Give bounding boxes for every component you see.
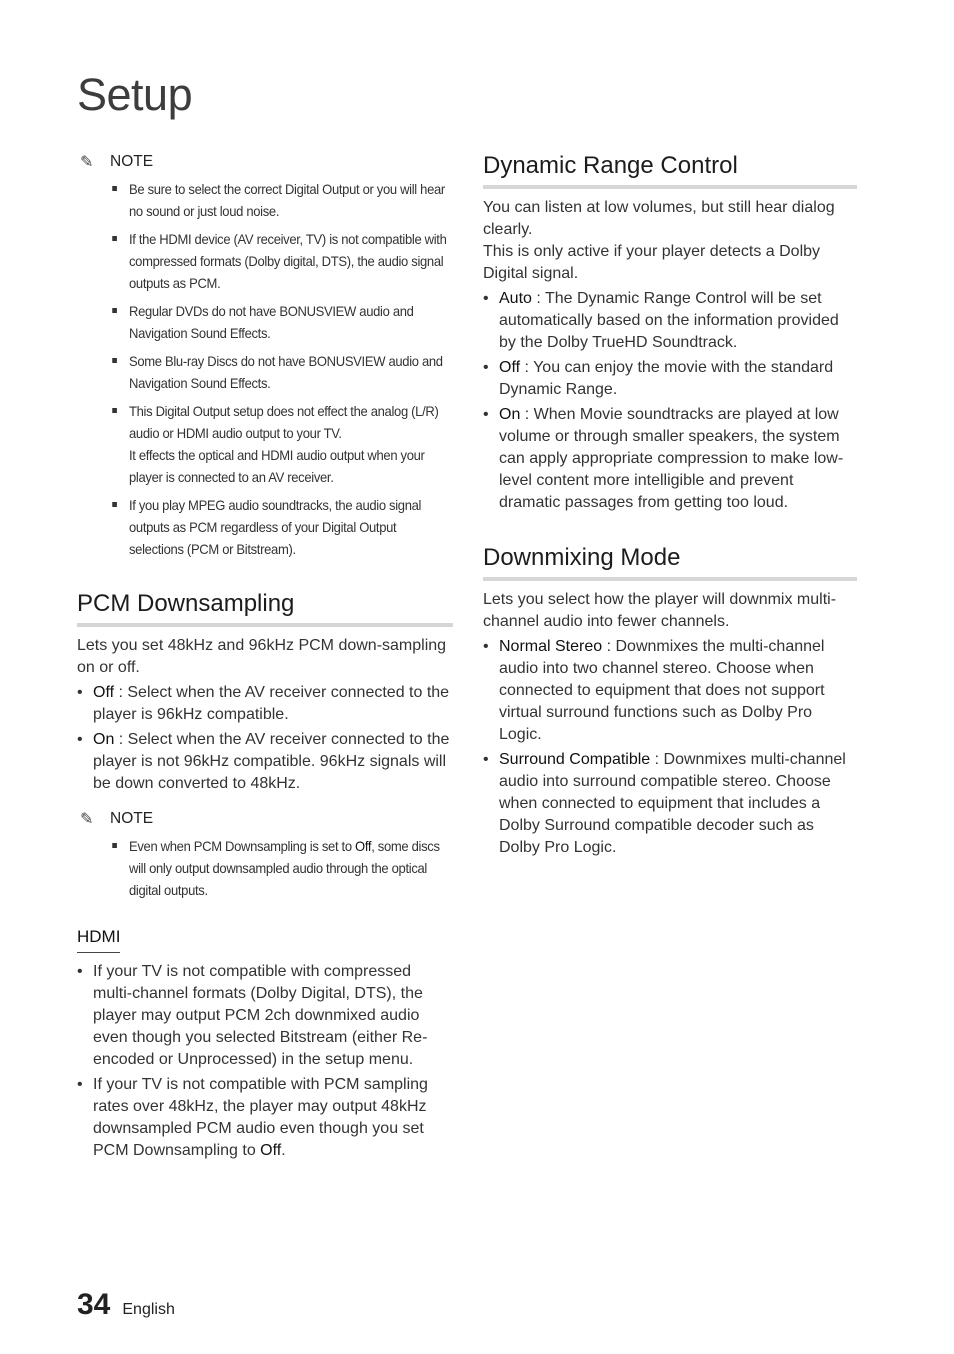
list-item: • Surround Compatible : Downmixes multi-channel audio into surround compatible stereo. Choose when connected to equipment that includes a Dolby Surround compatible decoder such as Dolby Pro Logic. — [483, 751, 846, 856]
square-bullet — [112, 308, 117, 313]
drc-intro: You can listen at low volumes, but still hear dialog clearly. This is only active if your player detects a Dolby Digital signal. — [483, 199, 835, 282]
note-item: If you play MPEG audio soundtracks, the audio signal outputs as PCM regardless of your Digital Output selections (PCM or Bitstream). — [129, 494, 450, 560]
downmix-options — [483, 636, 857, 859]
bullet-dot: • — [77, 731, 83, 748]
square-bullet — [112, 186, 117, 191]
note-item: If the HDMI device (AV receiver, TV) is not compatible with compressed formats (Dolby digital, DTS), the audio signal outputs as PCM. — [129, 228, 450, 294]
pencil-note-icon: ✎ — [80, 154, 94, 171]
pcm-note-header — [77, 809, 453, 829]
square-bullet — [112, 236, 117, 241]
note-label: NOTE — [110, 153, 154, 170]
left-column — [77, 152, 453, 1162]
bullet-dot: • — [77, 684, 83, 701]
list-item: • Normal Stereo : Downmixes the multi-channel audio into two channel stereo. Choose when connected to equipment that does not support virtual surround functions such as Dolby Pro Logic. — [483, 638, 825, 743]
note-item: Some Blu-ray Discs do not have BONUSVIEW audio and Navigation Sound Effects. — [129, 350, 450, 394]
note-label: NOTE — [110, 810, 154, 827]
list-item: • Off : You can enjoy the movie with the standard Dynamic Range. — [483, 359, 834, 398]
downmixing-mode-heading: Downmixing Mode — [483, 544, 857, 581]
hdmi-heading: HDMI — [77, 925, 120, 953]
list-item: • If your TV is not compatible with compressed multi-channel formats (Dolby Digital, DTS), the player may output PCM 2ch downmixed audio even though you selected Bitstream (either Re-encoded or Unprocessed) in the setup menu. — [77, 963, 428, 1068]
square-bullet — [112, 358, 117, 363]
page-number: 34 — [77, 1288, 111, 1321]
square-bullet — [112, 408, 117, 413]
page-footer — [77, 1288, 175, 1322]
bullet-dot: • — [77, 1076, 83, 1093]
list-item: • Off : Select when the AV receiver connected to the player is 96kHz compatible. — [77, 684, 450, 723]
list-item: • If your TV is not compatible with PCM sampling rates over 48kHz, the player may output 48kHz downsampled PCM audio even though you set PCM Downsampling to Off. — [77, 1076, 428, 1159]
note-item: This Digital Output setup does not effect the analog (L/R) audio or HDMI audio output to your TV. It effects the optical and HDMI audio output when your player is connected to an AV receiver. — [129, 400, 450, 488]
right-column — [483, 152, 857, 859]
pcm-downsampling-heading: PCM Downsampling — [77, 590, 453, 627]
bullet-dot: • — [483, 751, 489, 768]
page-title: Setup — [77, 69, 193, 120]
hdmi-list — [77, 961, 453, 1162]
pcm-note-list — [77, 835, 453, 901]
pencil-note-icon: ✎ — [80, 811, 94, 828]
bullet-dot: • — [483, 290, 489, 307]
page-language: English — [122, 1301, 175, 1318]
pcm-intro: Lets you set 48kHz and 96kHz PCM down-sampling on or off. — [77, 637, 447, 676]
note-item: Be sure to select the correct Digital Output or you will hear no sound or just loud noise. — [129, 178, 450, 222]
note-item: Regular DVDs do not have BONUSVIEW audio and Navigation Sound Effects. — [129, 300, 450, 344]
list-item: • Auto : The Dynamic Range Control will be set automatically based on the information provided by the Dolby TrueHD Soundtrack. — [483, 290, 839, 351]
downmix-intro: Lets you select how the player will downmix multi-channel audio into fewer channels. — [483, 591, 837, 630]
bullet-dot: • — [483, 406, 489, 423]
dynamic-range-control-heading: Dynamic Range Control — [483, 152, 857, 189]
drc-options — [483, 288, 857, 514]
note-header — [77, 152, 453, 172]
bullet-dot: • — [483, 359, 489, 376]
note-item: Even when PCM Downsampling is set to Off, some discs will only output downsampled audio through the optical digital outputs. — [129, 835, 450, 901]
note-list — [77, 178, 453, 560]
bullet-dot: • — [483, 638, 489, 655]
list-item: • On : When Movie soundtracks are played at low volume or through smaller speakers, the system can apply appropriate compression to make low-level content more intelligible and prevent dramatic passages from getting too loud. — [483, 406, 844, 511]
list-item: • On : Select when the AV receiver connected to the player is not 96kHz compatible. 96kHz signals will be down converted to 48kHz. — [77, 731, 450, 792]
square-bullet — [112, 843, 117, 848]
pcm-options — [77, 682, 453, 795]
square-bullet — [112, 502, 117, 507]
bullet-dot: • — [77, 963, 83, 980]
